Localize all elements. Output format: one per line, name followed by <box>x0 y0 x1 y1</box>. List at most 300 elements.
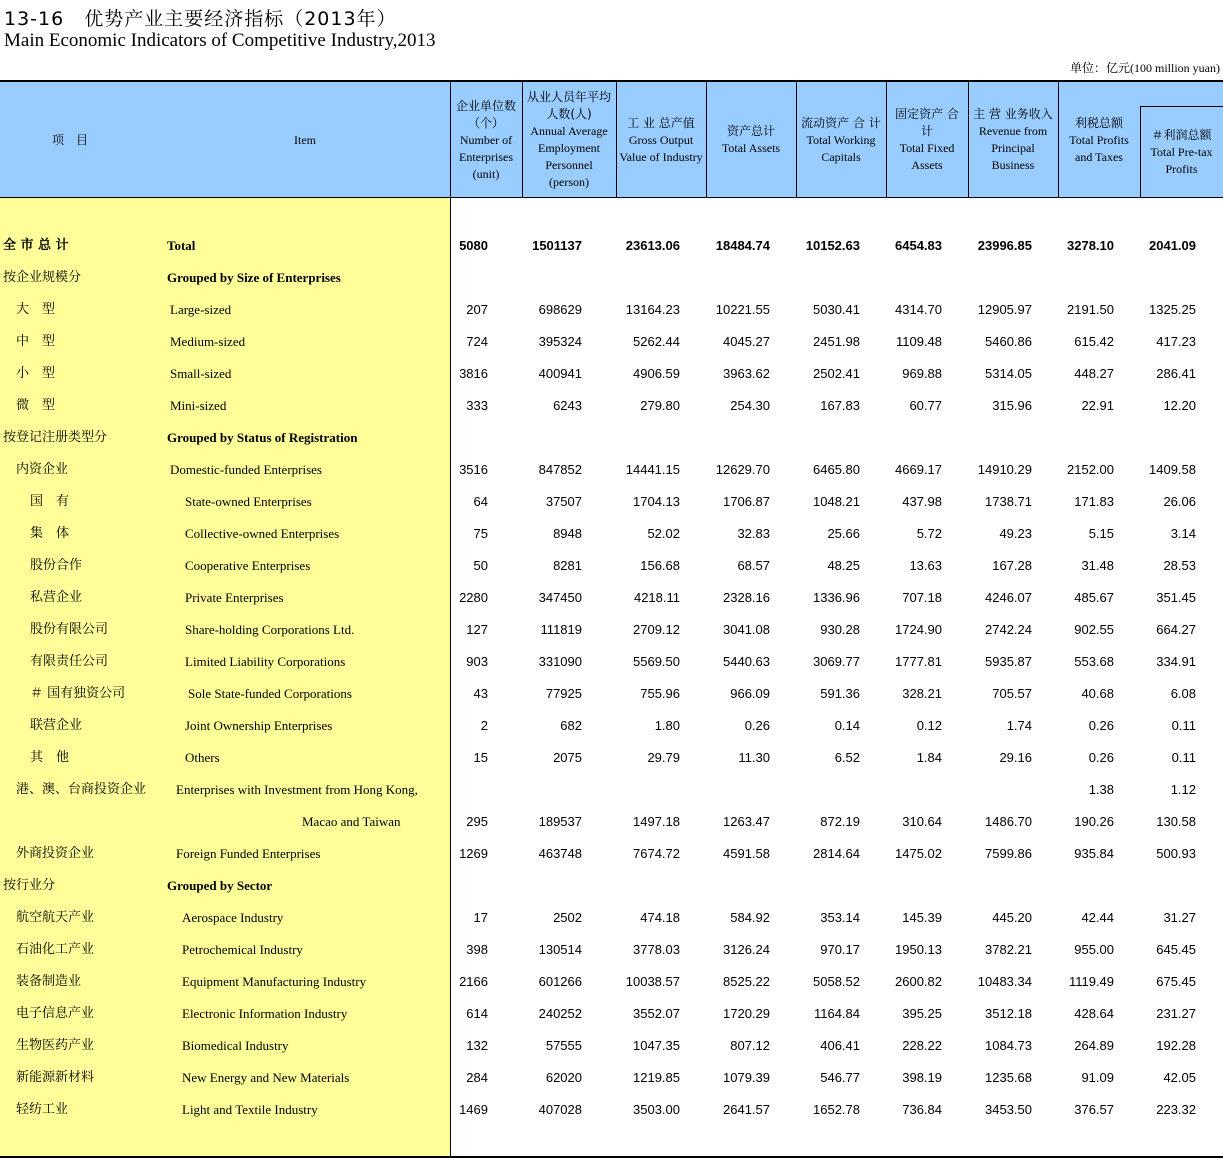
cell-value: 1652.78 <box>813 1102 860 1117</box>
header-col-2-en: Gross Output Value of Industry <box>619 132 703 164</box>
cell-value: 32.83 <box>737 526 770 541</box>
row-label-cn: 航空航天产业 <box>16 910 95 925</box>
cell-value: 1109.48 <box>895 334 942 349</box>
cell-value: 12629.70 <box>715 462 770 477</box>
cell-value: 847852 <box>538 462 582 477</box>
row-label-en: Joint Ownership Enterprises <box>185 718 333 733</box>
cell-value: 1706.87 <box>723 494 770 509</box>
cell-value: 192.28 <box>1156 1038 1196 1053</box>
cell-value: 2814.64 <box>813 846 860 861</box>
row-label-cn: 其 他 <box>30 750 70 765</box>
header-col-2-cn: 工 业 总产值 <box>627 115 695 130</box>
cell-value: 1950.13 <box>895 942 942 957</box>
cell-value: 1777.81 <box>895 654 942 669</box>
header-col-6-cn: 主 营 业务收入 <box>973 107 1053 121</box>
header-col-4-cn: 流动资产 合 计 <box>801 115 881 130</box>
table-row <box>0 422 1223 454</box>
page-title-en: Main Economic Indicators of Competitive Industry,2013 <box>4 30 436 51</box>
cell-value: 1.38 <box>1088 782 1114 797</box>
row-label-cn: 联营企业 <box>30 718 83 733</box>
row-label-cn: 石油化工产业 <box>16 942 95 957</box>
cell-value: 52.02 <box>647 526 680 541</box>
cell-value: 57555 <box>545 1038 582 1053</box>
cell-value: 675.45 <box>1156 974 1196 989</box>
header-item-cn: 项 目 <box>51 132 88 147</box>
cell-value: 807.12 <box>730 1038 770 1053</box>
header-col-7-cn: 利税总额 <box>1074 115 1123 130</box>
cell-value: 3552.07 <box>633 1006 680 1021</box>
table-row <box>0 1030 1223 1062</box>
row-label-cn: 集 体 <box>30 526 70 541</box>
header-divider <box>886 82 887 198</box>
cell-value: 707.18 <box>902 590 942 605</box>
table-row <box>0 294 1223 326</box>
cell-value: 3126.24 <box>723 942 770 957</box>
row-label-cn: 轻纺工业 <box>16 1102 69 1117</box>
cell-value: 1269 <box>459 846 488 861</box>
cell-value: 13164.23 <box>625 302 680 317</box>
cell-value: 25.66 <box>827 526 860 541</box>
cell-value: 28.53 <box>1163 558 1196 573</box>
cell-value: 40.68 <box>1081 686 1114 701</box>
cell-value: 2641.57 <box>723 1102 770 1117</box>
row-label-cn: 按企业规模分 <box>3 270 82 285</box>
cell-value: 407028 <box>538 1102 582 1117</box>
row-label-cn: 国 有 <box>30 494 70 509</box>
row-label-cn: 内资企业 <box>16 462 69 477</box>
cell-value: 376.57 <box>1074 1102 1114 1117</box>
row-label-cn: 生物医药产业 <box>16 1038 95 1053</box>
cell-value: 171.83 <box>1074 494 1114 509</box>
row-label-cn: ＃ 国有独资公司 <box>30 686 126 701</box>
cell-value: 437.98 <box>902 494 942 509</box>
header-col-5-en: Total Fixed Assets <box>899 141 955 172</box>
unit-label <box>1070 59 1220 76</box>
cell-value: 347450 <box>538 590 582 605</box>
cell-value: 2 <box>480 718 488 733</box>
table-row <box>0 838 1223 870</box>
cell-value: 8281 <box>553 558 582 573</box>
cell-value: 463748 <box>538 846 582 861</box>
cell-value: 3069.77 <box>813 654 860 669</box>
cell-value: 2075 <box>553 750 582 765</box>
table-row <box>0 486 1223 518</box>
cell-value: 4045.27 <box>723 334 770 349</box>
cell-value: 417.23 <box>1156 334 1196 349</box>
cell-value: 1475.02 <box>895 846 942 861</box>
cell-value: 2502 <box>553 910 582 925</box>
cell-value: 1720.29 <box>723 1006 770 1021</box>
header-col-3-cn: 资产总计 <box>726 124 775 138</box>
table-row <box>0 582 1223 614</box>
cell-value: 6465.80 <box>813 462 860 477</box>
header-col-8-cn: ＃利润总额 <box>1151 127 1212 142</box>
table-row <box>0 1062 1223 1094</box>
cell-value: 31.27 <box>1163 910 1196 925</box>
table-row <box>0 774 1223 806</box>
table-row <box>0 550 1223 582</box>
row-label-cn: 股份有限公司 <box>30 622 109 637</box>
cell-value: 395.25 <box>902 1006 942 1021</box>
cell-value: 167.83 <box>820 398 860 413</box>
cell-value: 91.09 <box>1081 1070 1114 1085</box>
cell-value: 6243 <box>553 398 582 413</box>
cell-value: 1164.84 <box>813 1006 860 1021</box>
cell-value: 12905.97 <box>977 302 1032 317</box>
row-label-en: State-owned Enterprises <box>185 494 312 509</box>
cell-value: 3782.21 <box>985 942 1032 957</box>
cell-value: 8525.22 <box>723 974 770 989</box>
item-column-border <box>450 198 451 1158</box>
cell-value: 3516 <box>459 462 488 477</box>
row-label-en: Sole State-funded Corporations <box>188 686 352 701</box>
cell-value: 724 <box>466 334 488 349</box>
table-row <box>0 998 1223 1030</box>
cell-value: 1704.13 <box>633 494 680 509</box>
table-row <box>0 518 1223 550</box>
cell-value: 48.25 <box>827 558 860 573</box>
cell-value: 546.77 <box>820 1070 860 1085</box>
row-label-en: Aerospace Industry <box>182 910 284 925</box>
header-col-1 <box>522 82 616 198</box>
row-label-cn: 有限责任公司 <box>30 654 109 669</box>
row-label-cn: 全 市 总 计 <box>3 238 69 253</box>
table-row <box>0 454 1223 486</box>
header-col-3 <box>706 82 796 198</box>
cell-value: 3278.10 <box>1067 238 1114 253</box>
table-row <box>0 870 1223 902</box>
cell-value: 284 <box>466 1070 488 1085</box>
cell-value: 1738.71 <box>985 494 1032 509</box>
cell-value: 1119.49 <box>1068 974 1114 989</box>
cell-value: 130.58 <box>1156 814 1196 829</box>
cell-value: 127 <box>466 622 488 637</box>
cell-value: 1.74 <box>1006 718 1032 733</box>
row-label-cn: 电子信息产业 <box>16 1006 95 1021</box>
row-label-en: Private Enterprises <box>185 590 284 605</box>
cell-value: 5460.86 <box>985 334 1032 349</box>
cell-value: 333 <box>466 398 488 413</box>
row-label-en: Grouped by Status of Registration <box>167 430 358 445</box>
cell-value: 3453.50 <box>985 1102 1032 1117</box>
header-col-3-en: Total Assets <box>721 141 781 155</box>
row-label-en: Grouped by Size of Enterprises <box>167 270 341 285</box>
cell-value: 6.08 <box>1170 686 1196 701</box>
header-col-8 <box>1140 106 1223 198</box>
cell-value: 145.39 <box>902 910 942 925</box>
cell-value: 22.91 <box>1081 398 1114 413</box>
cell-value: 5.72 <box>916 526 942 541</box>
table-row <box>0 902 1223 934</box>
cell-value: 13.63 <box>909 558 942 573</box>
cell-value: 334.91 <box>1156 654 1196 669</box>
table-row <box>0 390 1223 422</box>
table-row <box>0 966 1223 998</box>
cell-value: 189537 <box>538 814 582 829</box>
cell-value: 23613.06 <box>625 238 680 253</box>
cell-value: 5440.63 <box>723 654 770 669</box>
row-label-en: Large-sized <box>170 302 232 317</box>
row-label-en: Electronic Information Industry <box>182 1006 348 1021</box>
cell-value: 1336.96 <box>813 590 860 605</box>
cell-value: 240252 <box>538 1006 582 1021</box>
cell-value: 2041.09 <box>1149 238 1196 253</box>
cell-value: 1.84 <box>916 750 942 765</box>
cell-value: 400941 <box>538 366 582 381</box>
cell-value: 49.23 <box>999 526 1032 541</box>
header-divider <box>1140 106 1141 198</box>
cell-value: 68.57 <box>737 558 770 573</box>
cell-value: 0.14 <box>834 718 860 733</box>
cell-value: 2709.12 <box>633 622 680 637</box>
cell-value: 4906.59 <box>633 366 680 381</box>
header-col-0 <box>450 82 522 198</box>
header-divider <box>796 82 797 198</box>
cell-value: 8948 <box>553 526 582 541</box>
cell-value: 584.92 <box>730 910 770 925</box>
cell-value: 553.68 <box>1074 654 1114 669</box>
cell-value: 1325.25 <box>1149 302 1196 317</box>
cell-value: 10038.57 <box>625 974 680 989</box>
header-sub-rule <box>1140 106 1223 107</box>
cell-value: 5.15 <box>1088 526 1114 541</box>
cell-value: 43 <box>473 686 488 701</box>
row-label-cn: 大 型 <box>16 302 56 317</box>
cell-value: 3816 <box>459 366 488 381</box>
cell-value: 1.12 <box>1170 782 1196 797</box>
header-col-4-en: Total Working Capitals <box>806 132 876 164</box>
row-label-cn: 装备制造业 <box>16 974 82 989</box>
cell-value: 698629 <box>538 302 582 317</box>
header-divider <box>616 82 617 198</box>
cell-value: 11.30 <box>738 750 770 765</box>
row-label-en: Share-holding Corporations Ltd. <box>185 622 355 637</box>
cell-value: 1501137 <box>532 238 582 253</box>
cell-value: 279.80 <box>640 398 680 413</box>
row-label-cn: 微 型 <box>16 398 56 413</box>
header-col-8-en: Total Pre-tax Profits <box>1150 144 1213 176</box>
header-col-2 <box>616 82 706 198</box>
cell-value: 5058.52 <box>813 974 860 989</box>
cell-value: 3041.08 <box>723 622 770 637</box>
cell-value: 62020 <box>545 1070 582 1085</box>
cell-value: 4314.70 <box>895 302 942 317</box>
cell-value: 331090 <box>538 654 582 669</box>
cell-value: 167.28 <box>992 558 1032 573</box>
row-label-en: Petrochemical Industry <box>182 942 303 957</box>
header-divider <box>450 82 451 198</box>
cell-value: 645.45 <box>1156 942 1196 957</box>
cell-value: 31.48 <box>1081 558 1114 573</box>
table-row <box>0 678 1223 710</box>
table-row <box>0 230 1223 262</box>
header-col-7-en: Total Profits and Taxes <box>1069 132 1129 164</box>
row-label-cn: 按行业分 <box>3 878 56 893</box>
header-col-7 <box>1058 82 1140 198</box>
row-label-cn: 小 型 <box>16 366 56 381</box>
row-label-en: Collective-owned Enterprises <box>185 526 340 541</box>
table-header <box>0 82 1223 198</box>
cell-value: 328.21 <box>902 686 942 701</box>
cell-value: 1047.35 <box>633 1038 680 1053</box>
cell-value: 1497.18 <box>633 814 680 829</box>
cell-value: 5314.05 <box>985 366 1032 381</box>
cell-value: 2152.00 <box>1067 462 1114 477</box>
row-label-en: Light and Textile Industry <box>182 1102 318 1117</box>
unit-en: (100 million yuan) <box>1130 61 1220 75</box>
cell-value: 1263.47 <box>723 814 770 829</box>
cell-value: 3512.18 <box>985 1006 1032 1021</box>
row-label-en: Medium-sized <box>170 334 246 349</box>
table-row <box>0 806 1223 838</box>
cell-value: 190.26 <box>1074 814 1114 829</box>
cell-value: 755.96 <box>640 686 680 701</box>
cell-value: 0.26 <box>1088 750 1114 765</box>
cell-value: 902.55 <box>1074 622 1114 637</box>
cell-value: 29.16 <box>999 750 1032 765</box>
cell-value: 42.44 <box>1081 910 1114 925</box>
cell-value: 0.12 <box>916 718 942 733</box>
cell-value: 872.19 <box>820 814 860 829</box>
cell-value: 26.06 <box>1163 494 1196 509</box>
cell-value: 14441.15 <box>625 462 680 477</box>
cell-value: 5935.87 <box>985 654 1032 669</box>
header-item-en: Item <box>294 132 316 147</box>
row-label-en: Cooperative Enterprises <box>185 558 311 573</box>
cell-value: 1235.68 <box>985 1070 1032 1085</box>
cell-value: 310.64 <box>902 814 942 829</box>
cell-value: 3503.00 <box>633 1102 680 1117</box>
header-col-5 <box>886 82 968 198</box>
cell-value: 0.11 <box>1171 750 1196 765</box>
cell-value: 736.84 <box>902 1102 942 1117</box>
cell-value: 2191.50 <box>1067 302 1114 317</box>
row-label-cn: 新能源新材料 <box>16 1070 95 1085</box>
cell-value: 6.52 <box>834 750 860 765</box>
cell-value: 398 <box>466 942 488 957</box>
cell-value: 2742.24 <box>985 622 1032 637</box>
row-label-en: Foreign Funded Enterprises <box>176 846 321 861</box>
row-label-en: Equipment Manufacturing Industry <box>182 974 367 989</box>
cell-value: 353.14 <box>820 910 860 925</box>
cell-value: 591.36 <box>820 686 860 701</box>
row-label-en: Others <box>185 750 220 765</box>
cell-value: 601266 <box>538 974 582 989</box>
cell-value: 6454.83 <box>895 238 942 253</box>
table-row <box>0 326 1223 358</box>
cell-value: 682 <box>560 718 582 733</box>
cell-value: 5080 <box>459 238 488 253</box>
row-label-en: Biomedical Industry <box>182 1038 289 1053</box>
cell-value: 2451.98 <box>813 334 860 349</box>
cell-value: 14910.29 <box>977 462 1032 477</box>
cell-value: 42.05 <box>1163 1070 1196 1085</box>
cell-value: 3963.62 <box>723 366 770 381</box>
table-row <box>0 1094 1223 1126</box>
cell-value: 0.26 <box>1088 718 1114 733</box>
cell-value: 615.42 <box>1074 334 1114 349</box>
cell-value: 0.11 <box>1171 718 1196 733</box>
cell-value: 445.20 <box>992 910 1032 925</box>
row-label-cn: 中 型 <box>16 334 56 349</box>
unit-cn: 单位：亿元 <box>1069 61 1130 75</box>
cell-value: 37507 <box>545 494 582 509</box>
header-divider <box>522 82 523 198</box>
cell-value: 23996.85 <box>977 238 1032 253</box>
row-label-en: Mini-sized <box>170 398 227 413</box>
page-title-cn: 13-16 优势产业主要经济指标（2013年） <box>4 8 397 30</box>
cell-value: 903 <box>466 654 488 669</box>
cell-value: 4591.58 <box>723 846 770 861</box>
header-col-1-en: Annual Average Employment Personnel (person) <box>530 124 608 189</box>
header-col-1-cn: 从业人员年平均人数(人) <box>526 90 611 121</box>
cell-value: 1.80 <box>654 718 680 733</box>
cell-value: 228.22 <box>902 1038 942 1053</box>
cell-value: 966.09 <box>730 686 770 701</box>
header-col-6-en: Revenue from Principal Business <box>978 124 1048 172</box>
cell-value: 500.93 <box>1156 846 1196 861</box>
cell-value: 207 <box>466 302 488 317</box>
row-label-en: Grouped by Sector <box>167 878 273 893</box>
cell-value: 17 <box>473 910 488 925</box>
cell-value: 1084.73 <box>985 1038 1032 1053</box>
table-row <box>0 646 1223 678</box>
cell-value: 2502.41 <box>813 366 860 381</box>
row-label-cn: 股份合作 <box>30 558 83 573</box>
header-col-0-en: Number of Enterprises (unit) <box>459 132 513 181</box>
cell-value: 0.26 <box>744 718 770 733</box>
cell-value: 2280 <box>459 590 488 605</box>
row-label-en: Small-sized <box>170 366 232 381</box>
header-col-6 <box>968 82 1058 198</box>
cell-value: 29.79 <box>647 750 680 765</box>
cell-value: 1079.39 <box>723 1070 770 1085</box>
cell-value: 264.89 <box>1074 1038 1114 1053</box>
cell-value: 286.41 <box>1156 366 1196 381</box>
cell-value: 2600.82 <box>895 974 942 989</box>
cell-value: 156.68 <box>640 558 680 573</box>
row-label-en: Limited Liability Corporations <box>185 654 346 669</box>
cell-value: 448.27 <box>1074 366 1114 381</box>
cell-value: 18484.74 <box>715 238 770 253</box>
cell-value: 395324 <box>538 334 582 349</box>
cell-value: 50 <box>473 558 488 573</box>
cell-value: 5569.50 <box>633 654 680 669</box>
cell-value: 705.57 <box>992 686 1032 701</box>
cell-value: 4669.17 <box>895 462 942 477</box>
header-divider <box>1058 82 1059 198</box>
cell-value: 398.19 <box>902 1070 942 1085</box>
cell-value: 935.84 <box>1074 846 1114 861</box>
cell-value: 60.77 <box>909 398 942 413</box>
row-label-cn: 港、澳、台商投资企业 <box>16 782 147 797</box>
cell-value: 77925 <box>545 686 582 701</box>
header-col-4 <box>796 82 886 198</box>
row-label-en: New Energy and New Materials <box>182 1070 350 1085</box>
cell-value: 254.30 <box>730 398 770 413</box>
cell-value: 315.96 <box>992 398 1032 413</box>
cell-value: 295 <box>466 814 488 829</box>
cell-value: 1486.70 <box>985 814 1032 829</box>
cell-value: 4218.11 <box>633 590 680 605</box>
cell-value: 5262.44 <box>633 334 680 349</box>
cell-value: 970.17 <box>820 942 860 957</box>
cell-value: 12.20 <box>1163 398 1196 413</box>
cell-value: 969.88 <box>902 366 942 381</box>
cell-value: 132 <box>466 1038 488 1053</box>
row-label-cn: 私营企业 <box>30 590 83 605</box>
cell-value: 3.14 <box>1170 526 1196 541</box>
